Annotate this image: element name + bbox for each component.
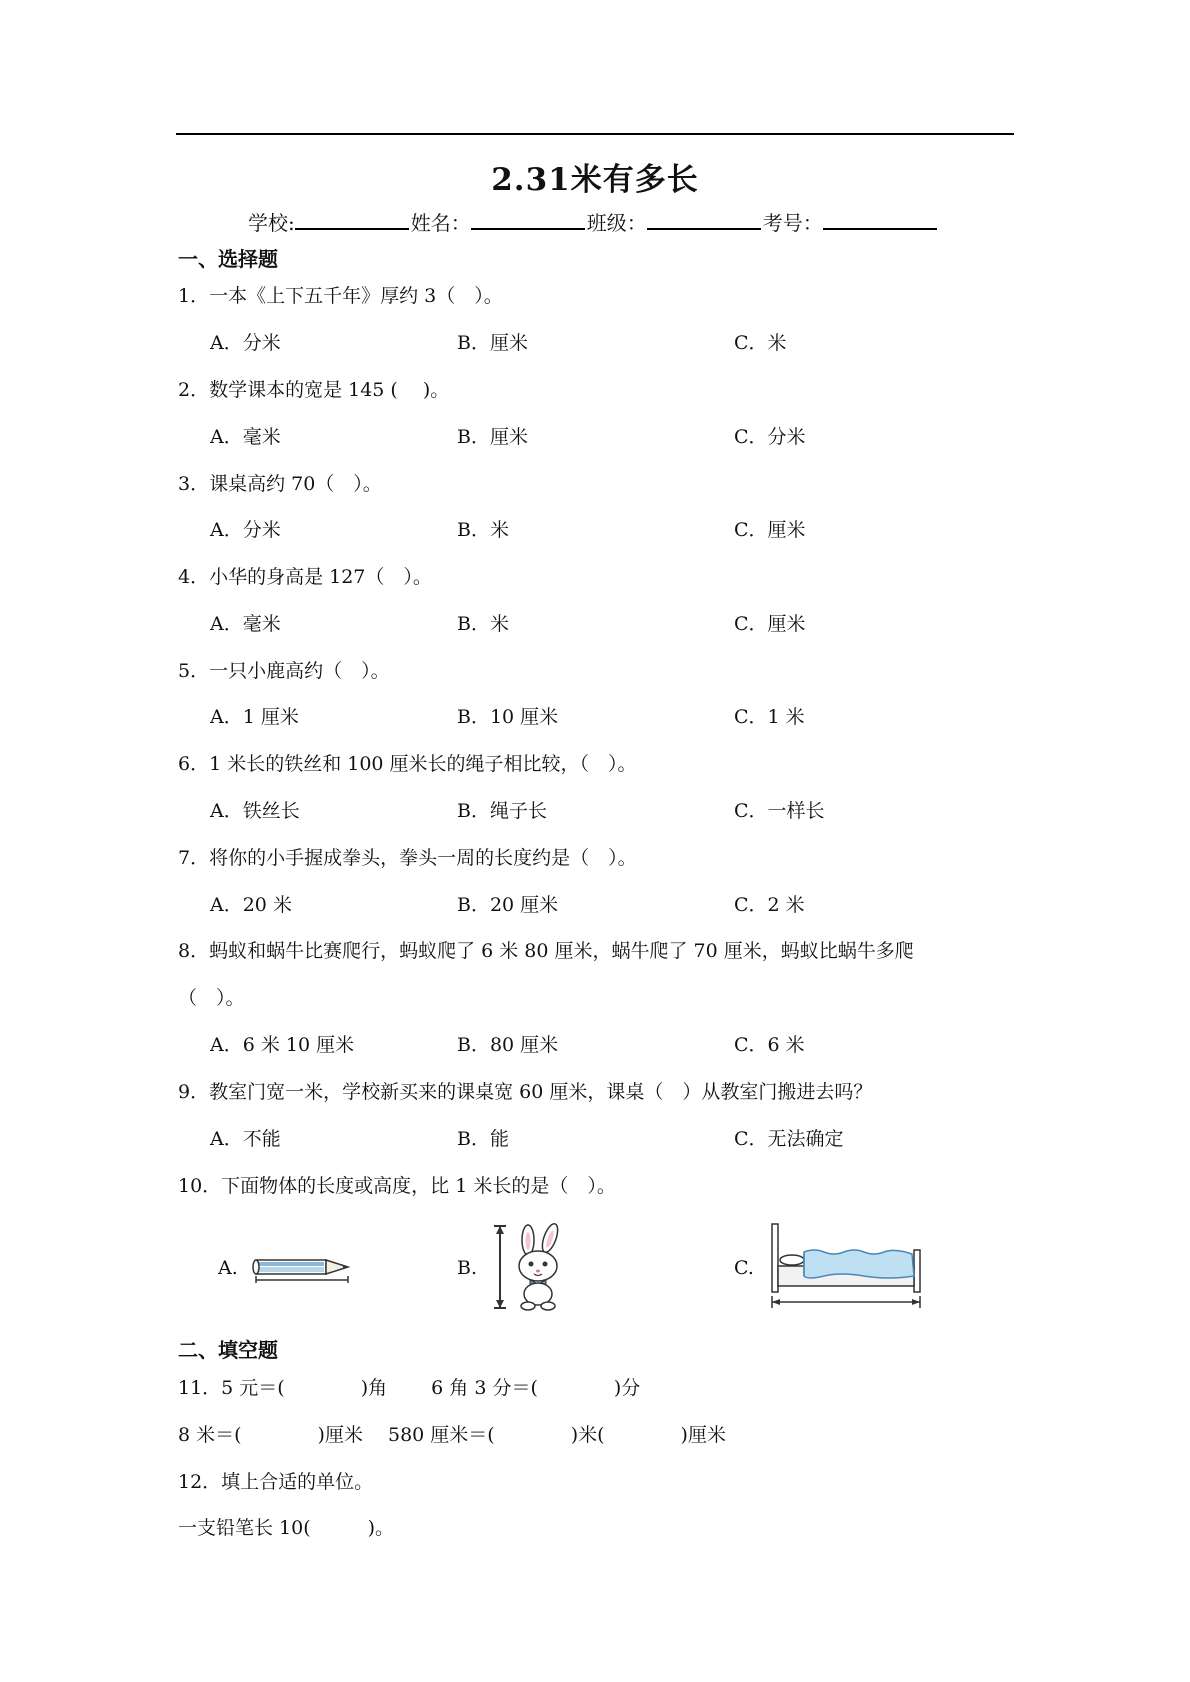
question-1: 1．一本《上下五千年》厚约 3（ ）。 (178, 285, 503, 307)
q1-option-c[interactable]: C．米 (734, 332, 787, 354)
name-blank[interactable] (471, 208, 585, 230)
page-title: 2.31米有多长 (491, 162, 699, 198)
question-11-line-1: 11．5 元＝( )角 6 角 3 分＝( )分 (178, 1377, 641, 1399)
q3-option-c[interactable]: C．厘米 (734, 519, 806, 541)
q8-option-a[interactable]: A．6 米 10 厘米 (210, 1034, 355, 1056)
q8-option-c[interactable]: C．6 米 (734, 1034, 805, 1056)
q4-option-b[interactable]: B．米 (457, 613, 509, 635)
bed-image (768, 1222, 924, 1308)
question-3: 3．课桌高约 70（ ）。 (178, 473, 382, 495)
class-label: 班级： (586, 211, 647, 235)
q4-option-a[interactable]: A．毫米 (210, 613, 281, 635)
rabbit-image (490, 1222, 570, 1312)
q7-option-b[interactable]: B．20 厘米 (457, 894, 559, 916)
question-8-line-2: （ ）。 (178, 987, 245, 1009)
q1-option-a[interactable]: A．分米 (210, 332, 281, 354)
q5-option-a[interactable]: A．1 厘米 (210, 706, 299, 728)
q3-option-b[interactable]: B．米 (457, 519, 509, 541)
q7-option-c[interactable]: C．2 米 (734, 894, 805, 916)
q2-option-c[interactable]: C．分米 (734, 426, 806, 448)
question-2: 2．数学课本的宽是 145 ( )。 (178, 379, 450, 401)
q4-option-c[interactable]: C．厘米 (734, 613, 806, 635)
question-11-line-2: 8 米＝( )厘米 580 厘米＝( )米( )厘米 (178, 1424, 726, 1446)
question-12-line-1: 一支铅笔长 10( )。 (178, 1517, 395, 1539)
q10-option-a[interactable]: A. (218, 1257, 238, 1279)
question-4: 4．小华的身高是 127（ ）。 (178, 566, 432, 588)
q5-option-b[interactable]: B．10 厘米 (457, 706, 559, 728)
q2-option-a[interactable]: A．毫米 (210, 426, 281, 448)
school-blank[interactable] (295, 208, 409, 230)
q6-option-b[interactable]: B．绳子长 (457, 800, 547, 822)
q7-option-a[interactable]: A．20 米 (210, 894, 292, 916)
q9-option-a[interactable]: A．不能 (210, 1128, 281, 1150)
exam-no-blank[interactable] (823, 208, 937, 230)
q2-option-b[interactable]: B．厘米 (457, 426, 528, 448)
pencil-image (250, 1252, 354, 1284)
exam-no-label: 考号： (762, 211, 823, 235)
question-6: 6．1 米长的铁丝和 100 厘米长的绳子相比较，（ ）。 (178, 753, 637, 775)
q9-option-b[interactable]: B．能 (457, 1128, 509, 1150)
q1-option-b[interactable]: B．厘米 (457, 332, 528, 354)
q10-option-b[interactable]: B. (457, 1257, 478, 1279)
name-label: 姓名： (410, 211, 471, 235)
q6-option-a[interactable]: A．铁丝长 (210, 800, 300, 822)
header-rule (176, 133, 1014, 135)
q10-option-c[interactable]: C. (734, 1257, 754, 1279)
question-5: 5．一只小鹿高约（ ）。 (178, 660, 390, 682)
question-12: 12．填上合适的单位。 (178, 1471, 374, 1493)
q3-option-a[interactable]: A．分米 (210, 519, 281, 541)
question-7: 7．将你的小手握成拳头，拳头一周的长度约是（ ）。 (178, 847, 637, 869)
question-8: 8．蚂蚁和蜗牛比赛爬行，蚂蚁爬了 6 米 80 厘米，蜗牛爬了 70 厘米，蚂蚁比蜗牛多爬 (178, 940, 914, 962)
q6-option-c[interactable]: C．一样长 (734, 800, 825, 822)
q8-option-b[interactable]: B．80 厘米 (457, 1034, 559, 1056)
question-9: 9．教室门宽一米，学校新买来的课桌宽 60 厘米，课桌（ ）从教室门搬进去吗？ (178, 1081, 873, 1103)
section-heading-choice: 一、选择题 (178, 247, 278, 271)
school-label: 学校: (248, 211, 295, 235)
q5-option-c[interactable]: C．1 米 (734, 706, 805, 728)
q9-option-c[interactable]: C．无法确定 (734, 1128, 844, 1150)
student-info-row (248, 207, 939, 236)
question-10: 10．下面物体的长度或高度，比 1 米长的是（ ）。 (178, 1175, 616, 1197)
section-heading-fill: 二、填空题 (178, 1338, 278, 1362)
class-blank[interactable] (647, 208, 761, 230)
